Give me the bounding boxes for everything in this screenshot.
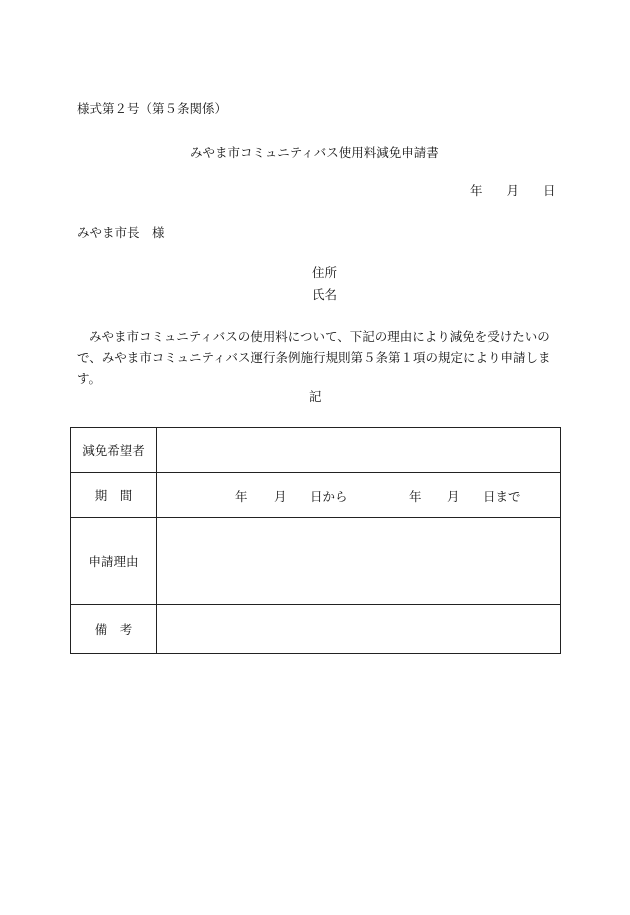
reason-field[interactable]: [157, 518, 561, 605]
table-row: [71, 473, 561, 518]
address-label: 住所: [312, 265, 338, 280]
reason-label: 申請理由: [71, 518, 157, 605]
document-title: みやま市コミュニティバス使用料減免申請書: [190, 145, 439, 160]
period-from-month: 月: [274, 489, 287, 504]
body-text: みやま市コミュニティバスの使用料について、下記の理由により減免を受けたいので、みやま市コミュニティバス運行条例施行規則第５条第１項の規定により申請します。: [77, 329, 551, 386]
table-row: [71, 428, 561, 473]
date-year: 年: [470, 183, 483, 198]
exemption-applicant-field[interactable]: [157, 428, 561, 473]
application-table: [70, 427, 561, 654]
table-row: [71, 605, 561, 654]
ki-heading: 記: [309, 389, 322, 404]
period-from-day: 日から: [310, 489, 348, 504]
addressee: みやま市長 様: [77, 225, 165, 240]
remarks-label: 備 考: [71, 605, 157, 654]
table-row: [71, 518, 561, 605]
period-label: 期 間: [71, 473, 157, 518]
period-to-year: 年: [409, 489, 422, 504]
period-field[interactable]: [157, 473, 561, 518]
period-to-month: 月: [447, 489, 460, 504]
exemption-applicant-label: 減免希望者: [71, 428, 157, 473]
date-line: [470, 183, 556, 199]
remarks-field[interactable]: [157, 605, 561, 654]
period-from-year: 年: [235, 489, 248, 504]
name-label: 氏名: [312, 287, 338, 302]
date-day: 日: [543, 183, 556, 198]
period-to-day: 日まで: [483, 489, 521, 504]
date-month: 月: [506, 183, 520, 198]
form-number: 様式第２号（第５条関係）: [77, 101, 228, 116]
